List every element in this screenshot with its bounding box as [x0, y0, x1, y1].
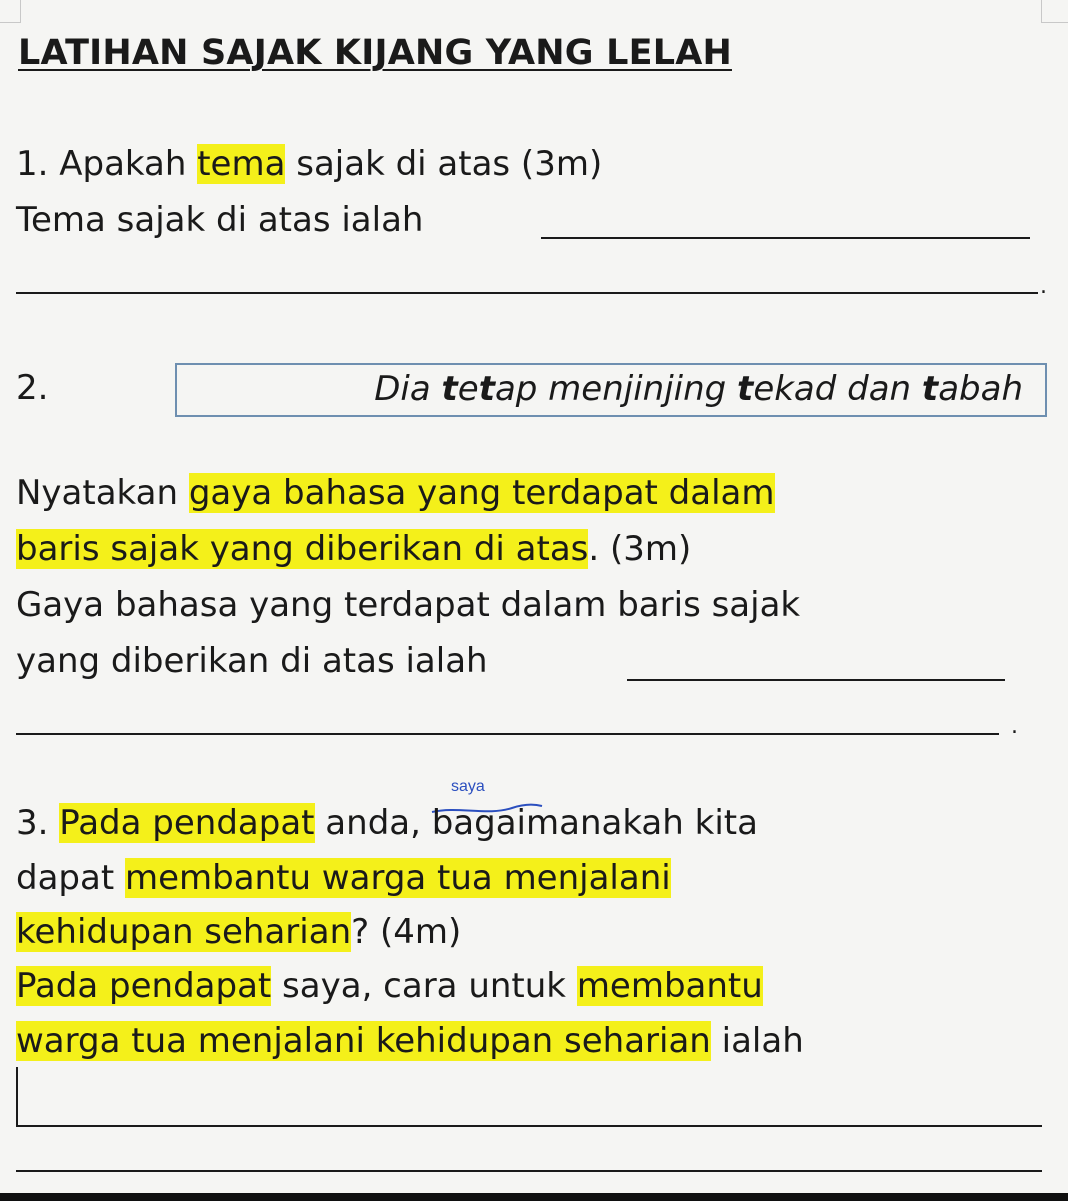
answer-1-blank-2[interactable] [16, 292, 1038, 294]
question-2-line-2-highlight: baris sajak yang diberikan di atas [16, 529, 589, 569]
answer-3-line-2-highlight: warga tua menjalani kehidupan seharian [16, 1021, 711, 1061]
answer-2-line-2: yang diberikan di atas ialah [16, 641, 488, 681]
question-3-line-1-plain-b: anda, bagaimanakah kita [314, 803, 758, 843]
answer-2-period: . [1011, 714, 1018, 739]
answer-2-blank-2[interactable] [16, 733, 999, 735]
question-3-line-2-highlight: membantu warga tua menjalani [124, 858, 671, 898]
question-3-line-1-plain-a: 3. [16, 803, 60, 843]
question-2-line-2 [16, 522, 691, 576]
page-corner-mark-left [0, 0, 21, 23]
question-3-line-3 [16, 905, 461, 959]
answer-3-blank-1[interactable] [16, 1125, 1042, 1127]
answer-3-line-2-suffix: ialah [710, 1021, 804, 1061]
poem-line: Dia tetap menjinjing tekad dan tabah [374, 369, 1023, 409]
question-1-suffix: sajak di atas (3m) [285, 144, 603, 184]
poem-line-box [175, 363, 1047, 417]
answer-1-blank-1[interactable] [541, 237, 1030, 239]
page-corner-mark-right [1041, 0, 1068, 23]
question-3-line-1 [16, 796, 758, 850]
question-2-line-2-suffix: . (3m) [588, 529, 692, 569]
question-1 [16, 137, 602, 191]
question-1-highlight: tema [197, 144, 286, 184]
answer-2-blank-1[interactable] [627, 679, 1005, 681]
answer-3-line-1-plain: saya, cara untuk [271, 966, 577, 1006]
question-3-line-2-plain: dapat [16, 858, 125, 898]
question-2-line-1 [16, 466, 775, 520]
answer-3-line-1 [16, 959, 763, 1013]
question-2-number: 2. [16, 368, 49, 408]
question-3-line-1-highlight: Pada pendapat [59, 803, 315, 843]
answer-3-line-1-highlight-a: Pada pendapat [16, 966, 272, 1006]
answer-3-line-1-highlight-b: membantu [576, 966, 763, 1006]
worksheet-title: LATIHAN SAJAK KIJANG YANG LELAH [18, 33, 732, 73]
question-3-line-2 [16, 851, 671, 905]
answer-2-line-1: Gaya bahasa yang terdapat dalam baris sajak [16, 585, 801, 625]
question-2-line-1-plain: Nyatakan [16, 473, 189, 513]
answer-3-blank-2[interactable] [16, 1170, 1042, 1172]
question-3-line-3-highlight: kehidupan seharian [16, 912, 352, 952]
answer-1-period: . [1040, 274, 1047, 299]
question-3-line-3-suffix: ? (4m) [351, 912, 462, 952]
handwritten-correction: saya [451, 778, 485, 795]
question-2-line-1-highlight: gaya bahasa yang terdapat dalam [188, 473, 775, 513]
answer-3-line-2 [16, 1014, 804, 1068]
question-1-prefix: 1. Apakah [16, 144, 198, 184]
text-cursor-bar [16, 1067, 18, 1127]
answer-1-lead: Tema sajak di atas ialah [16, 200, 424, 240]
